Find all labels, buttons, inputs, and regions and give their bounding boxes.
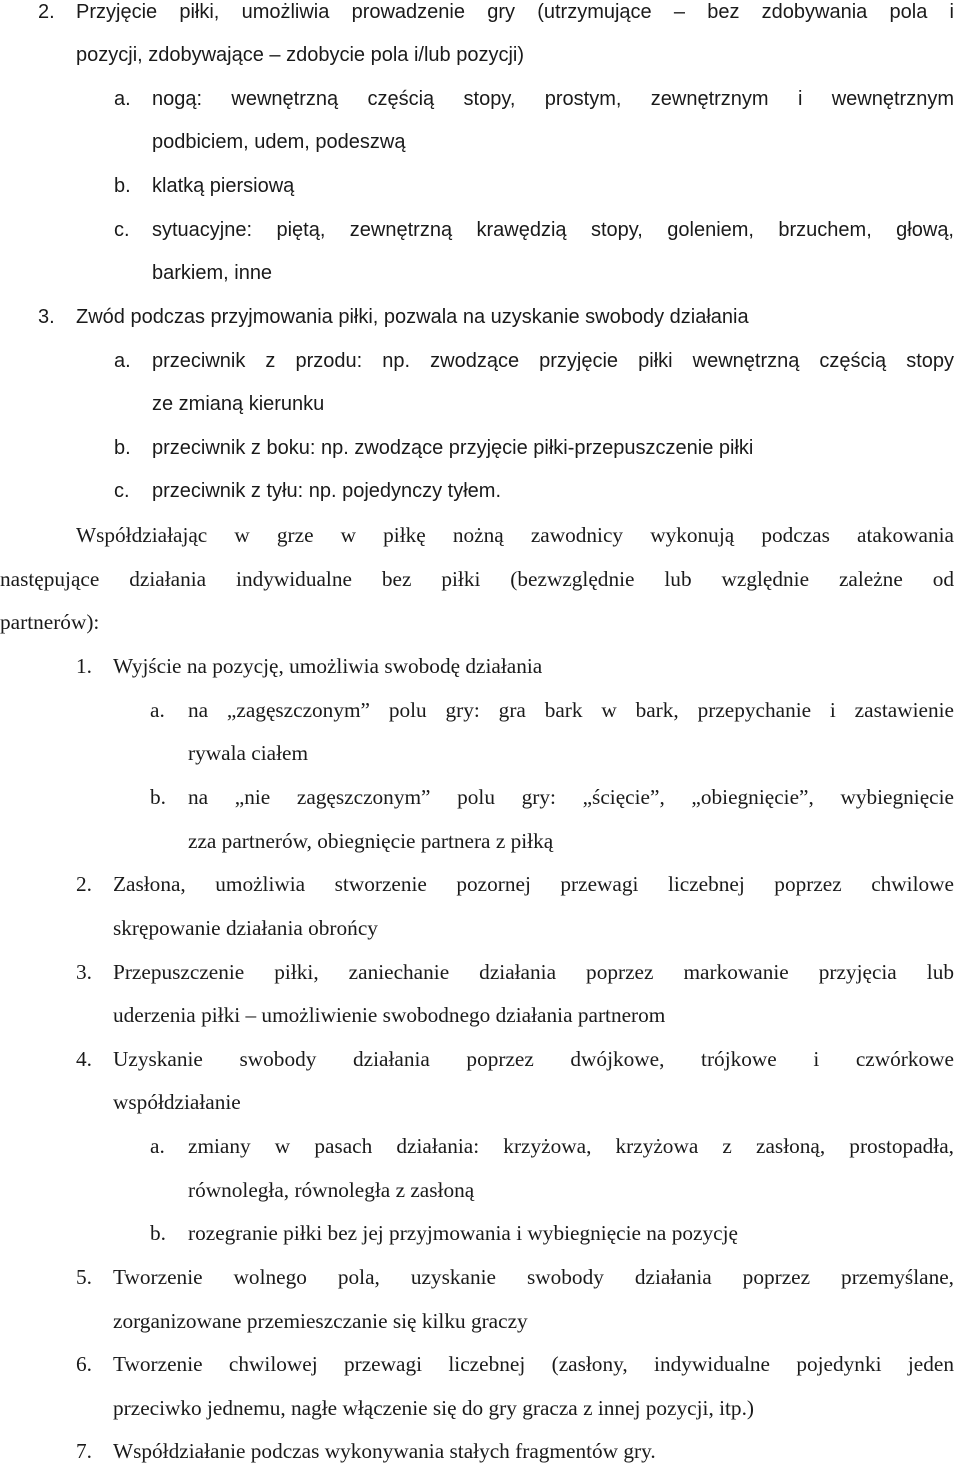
list-marker: 5. xyxy=(76,1265,92,1289)
list-item xyxy=(0,960,960,988)
list-item xyxy=(0,0,960,28)
list-item-continuation xyxy=(188,741,308,769)
list-item-text: przeciwnik z przodu: np. zwodzące przyjęcie piłki wewnętrzną częścią stopy xyxy=(152,350,954,372)
paragraph-line xyxy=(0,610,99,638)
list-marker: c. xyxy=(114,219,130,241)
list-item-text: skrępowanie działania obrońcy xyxy=(113,916,378,940)
list-item-text: Zwód podczas przyjmowania piłki, pozwala na uzyskanie swobody działania xyxy=(76,306,749,328)
list-item-text: barkiem, inne xyxy=(152,262,273,284)
list-item-continuation xyxy=(113,1309,528,1337)
list-item-text: klatką piersiową xyxy=(152,175,295,197)
list-marker: 6. xyxy=(76,1352,92,1376)
list-marker: a. xyxy=(114,88,131,110)
list-item xyxy=(0,1134,960,1162)
list-item-text: Uzyskanie swobody działania poprzez dwójkowe, trójkowe i czwórkowe xyxy=(113,1047,954,1071)
list-marker: b. xyxy=(150,1221,166,1245)
list-marker: a. xyxy=(114,350,131,372)
list-item-continuation xyxy=(113,916,378,944)
list-marker: 2. xyxy=(76,872,92,896)
list-item xyxy=(0,785,960,813)
list-item xyxy=(0,349,960,377)
list-item xyxy=(0,436,960,464)
list-marker: 7. xyxy=(76,1439,92,1463)
list-item xyxy=(0,87,960,115)
list-item xyxy=(0,218,960,246)
list-item-text: Wyjście na pozycję, umożliwia swobodę działania xyxy=(113,654,543,678)
list-item-continuation xyxy=(113,1090,241,1118)
list-item-text: na „nie zagęszczonym” polu gry: „ścięcie”, „obiegnięcie”, wybiegnięcie xyxy=(188,785,954,809)
list-item-text: współdziałanie xyxy=(113,1090,241,1114)
list-item-continuation xyxy=(188,829,553,857)
list-item-text: rozegranie piłki bez jej przyjmowania i wybiegnięcie na pozycję xyxy=(188,1221,738,1245)
list-marker: a. xyxy=(150,698,165,722)
paragraph-text: partnerów): xyxy=(0,610,100,634)
list-item-text: Przyjęcie piłki, umożliwia prowadzenie gry (utrzymujące – bez zdobywania pola i xyxy=(76,1,954,23)
list-marker: 3. xyxy=(76,960,92,984)
paragraph-line xyxy=(76,523,954,551)
list-item xyxy=(0,698,960,726)
list-item-text: podbiciem, udem, podeszwą xyxy=(152,131,406,153)
list-item-text: Współdziałanie podczas wykonywania stałych fragmentów gry. xyxy=(113,1439,656,1463)
list-item-text: zza partnerów, obiegnięcie partnera z piłką xyxy=(188,829,554,853)
list-item-text: pozycji, zdobywające – zdobycie pola i/lub pozycji) xyxy=(76,44,525,66)
list-item-text: rywala ciałem xyxy=(188,741,309,765)
list-item xyxy=(0,1047,960,1075)
paragraph-text: następujące działania indywidualne bez piłki (bezwzględnie lub względnie zależne od xyxy=(0,567,954,591)
list-item xyxy=(0,1439,960,1467)
paragraph-line xyxy=(0,567,954,595)
list-item-text: ze zmianą kierunku xyxy=(152,393,325,415)
list-item xyxy=(0,872,960,900)
list-marker: b. xyxy=(150,785,166,809)
list-item xyxy=(0,1352,960,1380)
list-item-text: sytuacyjne: piętą, zewnętrzną krawędzią stopy, goleniem, brzuchem, głową, xyxy=(152,219,954,241)
list-marker: a. xyxy=(150,1134,165,1158)
list-item xyxy=(0,479,960,507)
list-marker: b. xyxy=(114,175,131,197)
list-item-text: przeciwnik z boku: np. zwodzące przyjęcie piłki-przepuszczenie piłki xyxy=(152,437,754,459)
list-item xyxy=(0,174,960,202)
list-item xyxy=(0,1265,960,1293)
list-item-text: nogą: wewnętrzną częścią stopy, prostym, zewnętrznym i wewnętrznym xyxy=(152,88,954,110)
list-marker: 1. xyxy=(76,654,92,678)
list-item-text: przeciwnik z tyłu: np. pojedynczy tyłem. xyxy=(152,480,502,502)
list-item xyxy=(0,1221,960,1249)
list-item-text: przeciwko jednemu, nagłe włączenie się do gry gracza z innej pozycji, itp.) xyxy=(113,1396,754,1420)
list-item-continuation xyxy=(152,261,272,289)
list-item-continuation xyxy=(113,1396,754,1424)
list-item xyxy=(0,654,960,682)
list-marker: c. xyxy=(114,480,130,502)
list-item-text: Przepuszczenie piłki, zaniechanie działania poprzez markowanie przyjęcia lub xyxy=(113,960,954,984)
list-item-continuation xyxy=(113,1003,665,1031)
list-item-text: równoległa, równoległa z zasłoną xyxy=(188,1178,475,1202)
list-marker: b. xyxy=(114,437,131,459)
list-item-continuation xyxy=(152,392,324,420)
list-item-text: na „zagęszczonym” polu gry: gra bark w bark, przepychanie i zastawienie xyxy=(188,698,954,722)
list-marker: 2. xyxy=(38,1,55,23)
list-marker: 3. xyxy=(38,306,55,328)
list-item xyxy=(0,305,960,333)
list-item-continuation xyxy=(188,1178,474,1206)
list-item-text: Zasłona, umożliwia stworzenie pozornej przewagi liczebnej poprzez chwilowe xyxy=(113,872,954,896)
paragraph-text: Współdziałając w grze w piłkę nożną zawodnicy wykonują podczas atakowania xyxy=(76,523,954,547)
list-item-text: zorganizowane przemieszczanie się kilku graczy xyxy=(113,1309,528,1333)
list-item-text: Tworzenie wolnego pola, uzyskanie swobody działania poprzez przemyślane, xyxy=(113,1265,954,1289)
list-item-text: uderzenia piłki – umożliwienie swobodnego działania partnerom xyxy=(113,1003,666,1027)
list-item-text: zmiany w pasach działania: krzyżowa, krzyżowa z zasłoną, prostopadła, xyxy=(188,1134,954,1158)
list-item-continuation xyxy=(152,130,405,158)
list-item-text: Tworzenie chwilowej przewagi liczebnej (zasłony, indywidualne pojedynki jeden xyxy=(113,1352,954,1376)
list-marker: 4. xyxy=(76,1047,92,1071)
list-item-continuation xyxy=(76,43,524,71)
